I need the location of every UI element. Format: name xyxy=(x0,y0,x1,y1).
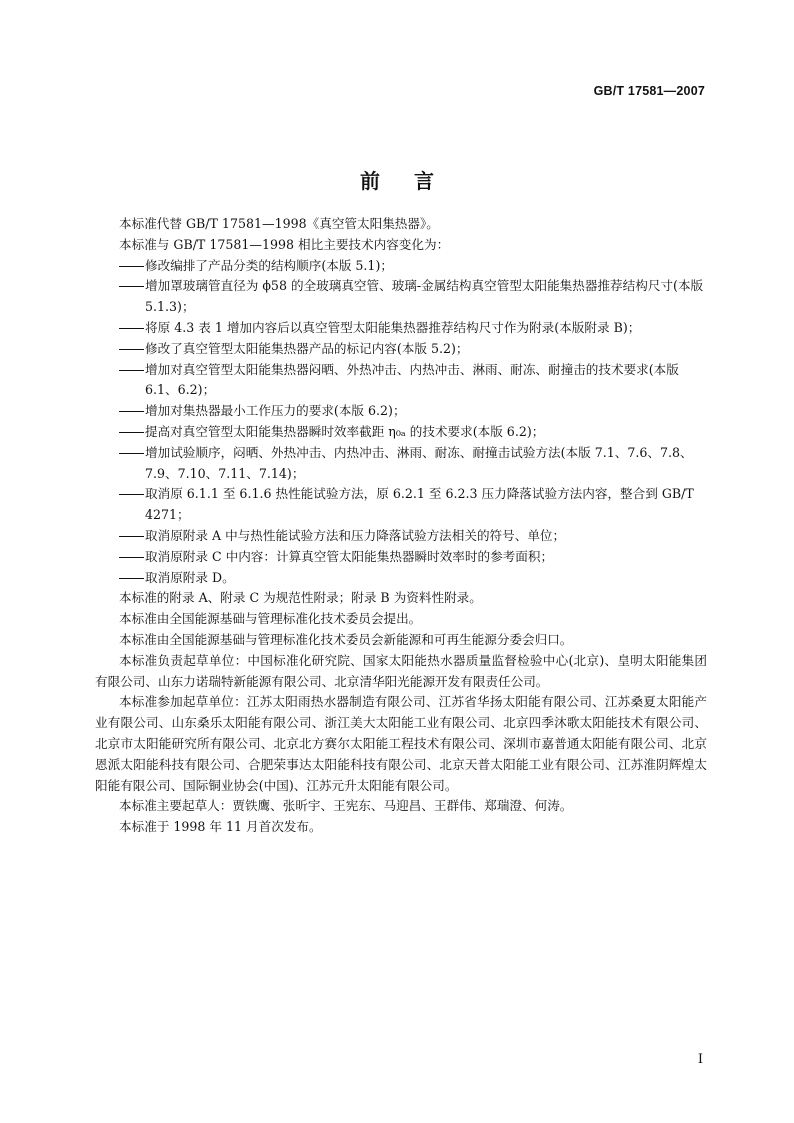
list-item: 增加罩玻璃管直径为 ϕ58 的全玻璃真空管、玻璃-金属结构真空管型太阳能集热器推荐结构尺寸(本版 5.1.3)； xyxy=(95,276,707,318)
dash-marker xyxy=(119,578,144,579)
dash-marker xyxy=(119,536,144,537)
dash-marker xyxy=(119,286,144,287)
dash-marker xyxy=(119,453,144,454)
page-number: I xyxy=(697,1052,703,1067)
paragraph-replaces: 本标准代替 GB/T 17581—1998《真空管太阳集热器》。 xyxy=(119,216,439,231)
list-item: 取消原附录 A 中与热性能试验方法和压力降落试验方法相关的符号、单位； xyxy=(95,526,707,547)
list-item: 取消原附录 C 中内容：计算真空管太阳能集热器瞬时效率时的参考面积； xyxy=(95,547,707,568)
dash-marker xyxy=(119,557,144,558)
dash-marker xyxy=(119,494,144,495)
paragraph-annexes: 本标准的附录 A、附录 C 为规范性附录；附录 B 为资料性附录。 xyxy=(119,590,482,606)
standard-number: GB/T 17581—2007 xyxy=(593,84,705,98)
list-item: 提高对真空管型太阳能集热器瞬时效率截距 η₀ₐ 的技术要求(本版 6.2)； xyxy=(95,422,707,443)
dash-marker xyxy=(119,266,144,267)
list-item: 修改了真空管型太阳能集热器产品的标记内容(本版 5.2)； xyxy=(95,339,707,360)
list-item: 增加对真空管型太阳能集热器闷晒、外热冲击、内热冲击、淋雨、耐冻、耐撞击的技术要求(本版 6.1、6.2)； xyxy=(95,360,707,402)
dash-marker xyxy=(119,411,144,412)
paragraph-participating-drafters: 本标准参加起草单位：江苏太阳雨热水器制造有限公司、江苏省华扬太阳能有限公司、江苏桑夏太阳能产业有限公司、山东桑乐太阳能有限公司、浙江美大太阳能工业有限公司、北京四季沐歌太阳能技术有限公司、北京市太阳能研究所有限公司、北京北方赛尔太阳能工程技术有限公司、深圳市嘉普通太阳能有限公司、北京恩派太阳能科技有限公司、合肥荣事达太阳能科技有限公司、北京天普太阳能工业有限公司、江苏淮阴辉煌太阳能有限公司、国际铜业协会(中国)、江苏元升太阳能有限公司。 xyxy=(95,694,707,793)
dash-marker xyxy=(119,349,144,350)
paragraph-administered-by: 本标准由全国能源基础与管理标准化技术委员会新能源和可再生能源分委会归口。 xyxy=(119,631,573,647)
list-item: 取消原附录 D。 xyxy=(95,568,707,589)
list-item: 增加试验顺序，闷晒、外热冲击、内热冲击、淋雨、耐冻、耐撞击试验方法(本版 7.1、7.6、7.8、7.9、7.10、7.11、7.14)； xyxy=(95,443,707,485)
paragraph-proposed-by: 本标准由全国能源基础与管理标准化技术委员会提出。 xyxy=(119,611,422,627)
dash-marker xyxy=(119,370,144,371)
list-item: 取消原 6.1.1 至 6.1.6 热性能试验方法，原 6.2.1 至 6.2.3 压力降落试验方法内容，整合到 GB/T 4271； xyxy=(95,484,707,526)
paragraph-first-issued: 本标准于 1998 年 11 月首次发布。 xyxy=(119,819,322,835)
paragraph-changes-intro: 本标准与 GB/T 17581—1998 相比主要技术内容变化为： xyxy=(119,236,450,252)
page-title: 前言 xyxy=(360,169,468,194)
paragraph-drafting-persons: 本标准主要起草人：贾铁鹰、张昕宇、王宪东、马迎昌、王群伟、郑瑞澄、何涛。 xyxy=(119,798,573,814)
list-item: 修改编排了产品分类的结构顺序(本版 5.1)； xyxy=(95,256,707,277)
list-item: 增加对集热器最小工作压力的要求(本版 6.2)； xyxy=(95,401,707,422)
foreword-body xyxy=(95,214,707,838)
dash-marker xyxy=(119,432,144,433)
dash-marker xyxy=(119,328,144,329)
list-item: 将原 4.3 表 1 增加内容后以真空管型太阳能集热器推荐结构尺寸作为附录(本版附录 B)； xyxy=(95,318,707,339)
paragraph-main-drafters: 本标准负责起草单位：中国标准化研究院、国家太阳能热水器质量监督检验中心(北京)、皇明太阳能集团有限公司、山东力诺瑞特新能源有限公司、北京清华阳光能源开发有限责任公司。 xyxy=(95,652,707,689)
changes-list xyxy=(95,256,707,589)
